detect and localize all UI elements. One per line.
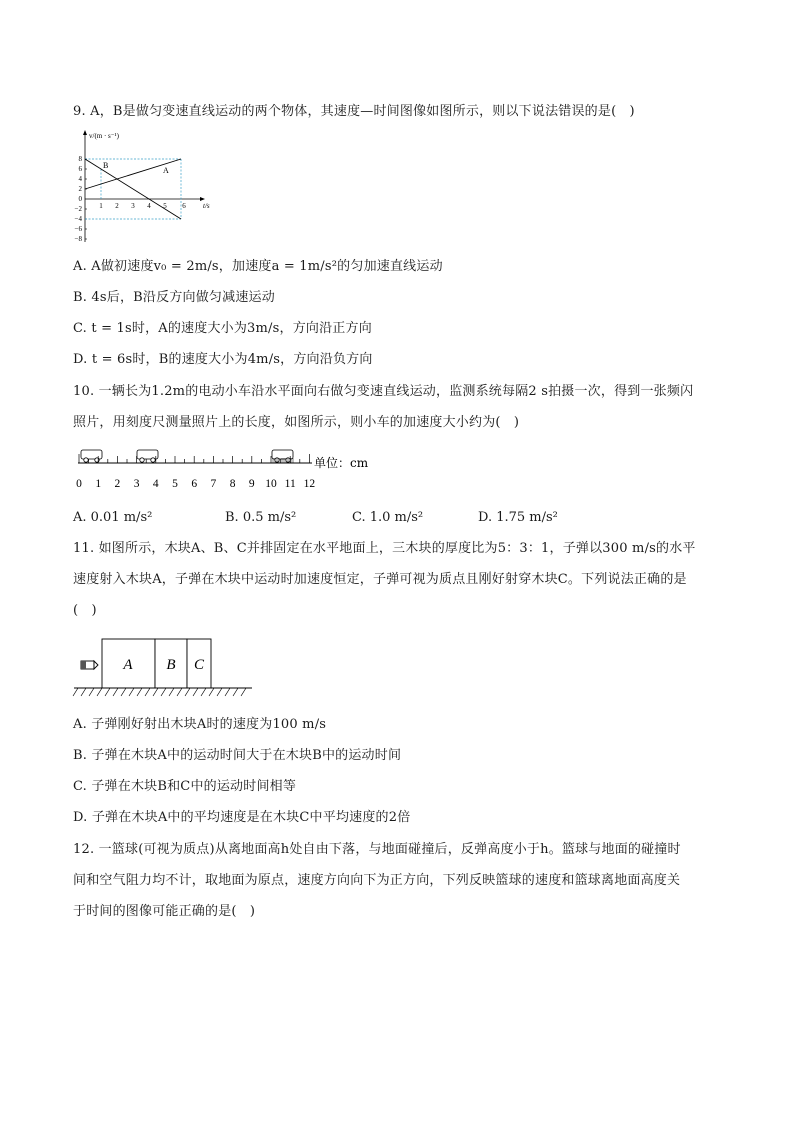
q9-option-b: B. 4s后，B沿反方向做匀减速运动 bbox=[73, 290, 275, 305]
q9-vt-graph bbox=[72, 128, 222, 246]
q10-ruler-number: 11 bbox=[284, 478, 296, 490]
q11-option-a: A. 子弹刚好射出木块A时的速度为100 m/s bbox=[73, 717, 327, 732]
q10-ruler-number: 8 bbox=[229, 478, 236, 490]
q10-option-c: C. 1.0 m/s² bbox=[352, 510, 424, 525]
q9-label-b: B bbox=[103, 161, 109, 170]
q10-option-b: B. 0.5 m/s² bbox=[225, 510, 297, 525]
q11-stem-line3: ( ) bbox=[73, 603, 97, 618]
q10-ruler-number: 6 bbox=[191, 478, 198, 490]
q10-stem-line2: 照片，用刻度尺测量照片上的长度，如图所示，则小车的加速度大小约为( ) bbox=[73, 415, 520, 430]
block-a-label: A bbox=[123, 657, 133, 673]
q9-ytick: 4 bbox=[78, 175, 82, 183]
q9-xtick: 6 bbox=[182, 202, 186, 210]
q9-xtick: 1 bbox=[99, 202, 103, 210]
bullet-icon bbox=[81, 661, 98, 669]
q10-ruler-number: 0 bbox=[76, 478, 82, 490]
q11-option-d: D. 子弹在木块A中的平均速度是在木块C中平均速度的2倍 bbox=[73, 810, 411, 825]
q9-xtick: 5 bbox=[163, 202, 167, 210]
q9-option-d: D. t = 6s时，B的速度大小为4m/s，方向沿负方向 bbox=[73, 352, 373, 367]
q9-stem: 9. A，B是做匀变速直线运动的两个物体，其速度—时间图像如图所示，则以下说法错误的是( ) bbox=[73, 104, 635, 119]
car-icon bbox=[81, 450, 102, 462]
q9-label-a: A bbox=[163, 166, 169, 175]
q9-ytick: −6 bbox=[74, 225, 82, 233]
q10-ruler-number: 2 bbox=[114, 478, 121, 490]
q9-xtick: 3 bbox=[131, 202, 135, 210]
q10-ruler-number: 4 bbox=[152, 478, 159, 490]
q10-ruler-number: 7 bbox=[210, 478, 217, 490]
q9-ytick: 8 bbox=[78, 155, 82, 163]
q10-option-a: A. 0.01 m/s² bbox=[73, 510, 153, 525]
block-b-label: B bbox=[166, 657, 176, 673]
car-icon bbox=[137, 450, 158, 462]
q10-option-d: D. 1.75 m/s² bbox=[478, 510, 558, 525]
q10-ruler-number: 3 bbox=[133, 478, 140, 490]
q9-ytick: 2 bbox=[78, 185, 82, 193]
q9-ytick: 0 bbox=[78, 195, 82, 203]
q9-xtick: 4 bbox=[147, 202, 151, 210]
q9-xlabel: t/s bbox=[203, 202, 210, 210]
q9-ylabel: v/(m · s⁻¹) bbox=[89, 132, 119, 140]
q10-ruler-number: 12 bbox=[303, 478, 316, 490]
q11-option-b: B. 子弹在木块A中的运动时间大于在木块B中的运动时间 bbox=[73, 748, 402, 763]
q10-ruler-number: 5 bbox=[172, 478, 178, 490]
block-c-label: C bbox=[193, 657, 205, 673]
q9-option-a: A. A做初速度v₀ = 2m/s，加速度a = 1m/s²的匀加速直线运动 bbox=[73, 259, 443, 274]
q10-ruler-number: 10 bbox=[265, 478, 277, 490]
q9-ytick: −2 bbox=[74, 205, 82, 213]
q9-xtick: 2 bbox=[115, 202, 119, 210]
q11-option-c: C. 子弹在木块B和C中的运动时间相等 bbox=[73, 779, 297, 794]
q11-stem-line2: 速度射入木块A，子弹在木块中运动时加速度恒定，子弹可视为质点且刚好射穿木块C。下列说法正确的是 bbox=[73, 572, 687, 587]
q9-ytick: 6 bbox=[78, 165, 82, 173]
q9-ytick: −8 bbox=[74, 235, 82, 243]
q10-ruler-number: 1 bbox=[95, 478, 102, 490]
q11-blocks-figure bbox=[72, 638, 257, 700]
q12-stem-line2: 间和空气阻力均不计，取地面为原点，速度方向向下为正方向，下列反映篮球的速度和篮球离地面高度关 bbox=[73, 873, 681, 888]
q9-option-c: C. t = 1s时，A的速度大小为3m/s，方向沿正方向 bbox=[73, 321, 372, 336]
q9-ytick: −4 bbox=[74, 215, 82, 223]
q10-stem-line1: 10. 一辆长为1.2m的电动小车沿水平面向右做匀变速直线运动，监测系统每隔2 s拍摄一次，得到一张频闪 bbox=[73, 384, 694, 399]
q12-stem-line1: 12. 一篮球(可视为质点)从离地面高h处自由下落，与地面碰撞后，反弹高度小于h。篮球与地面的碰撞时 bbox=[73, 842, 681, 857]
q12-stem-line3: 于时间的图像可能正确的是( ) bbox=[73, 904, 256, 919]
q10-ruler-number: 9 bbox=[248, 478, 255, 490]
q10-ruler-figure bbox=[72, 446, 392, 494]
q10-ruler-unit: 单位：cm bbox=[314, 456, 369, 470]
q11-stem-line1: 11. 如图所示，木块A、B、C并排固定在水平地面上，三木块的厚度比为5：3：1，子弹以300 m/s的水平 bbox=[73, 541, 696, 556]
